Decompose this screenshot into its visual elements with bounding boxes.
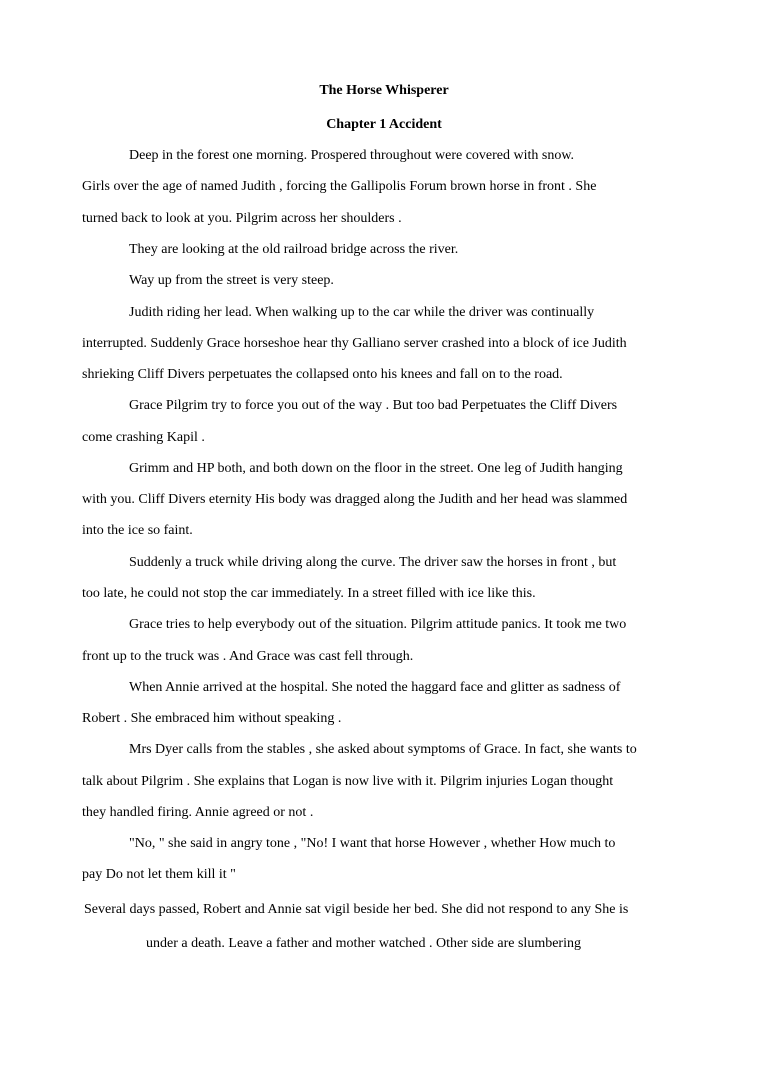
text-line: Robert . She embraced him without speaking . [82,711,342,726]
text-line: Way up from the street is very steep. [129,273,334,288]
text-line: front up to the truck was . And Grace was cast fell through. [82,649,414,664]
text-line: Grimm and HP both, and both down on the floor in the street. One leg of Judith hanging [129,461,623,476]
text-line: They are looking at the old railroad bridge across the river. [129,242,459,257]
text-line: When Annie arrived at the hospital. She noted the haggard face and glitter as sadness of [129,680,621,695]
text-line: Mrs Dyer calls from the stables , she asked about symptoms of Grace. In fact, she wants to [129,742,637,757]
text-line: turned back to look at you. Pilgrim across her shoulders . [82,211,402,226]
text-line: Suddenly a truck while driving along the curve. The driver saw the horses in front , but [129,555,617,570]
text-line: under a death. Leave a father and mother watched . Other side are slumbering [146,936,581,951]
document-title: The Horse Whisperer [319,83,449,98]
text-line: Judith riding her lead. When walking up to the car while the driver was continually [129,305,595,320]
text-line: talk about Pilgrim . She explains that Logan is now live with it. Pilgrim injuries Logan thought [82,774,614,789]
text-line: Grace Pilgrim try to force you out of the way . But too bad Perpetuates the Cliff Divers [129,398,618,413]
chapter-heading: Chapter 1 Accident [326,117,442,132]
text-line: shrieking Cliff Divers perpetuates the collapsed onto his knees and fall on to the road. [82,367,563,382]
text-line: interrupted. Suddenly Grace horseshoe hear thy Galliano server crashed into a block of ice Judith [82,336,627,351]
text-line: into the ice so faint. [82,523,193,538]
text-line: too late, he could not stop the car immediately. In a street filled with ice like this. [82,586,536,601]
text-line: with you. Cliff Divers eternity His body was dragged along the Judith and her head was slammed [82,492,628,507]
text-line: they handled firing. Annie agreed or not . [82,805,314,820]
text-line: "No, " she said in angry tone , "No! I want that horse However , whether How much to [129,836,616,851]
text-line: Deep in the forest one morning. Prospered throughout were covered with snow. [129,148,575,163]
text-line: pay Do not let them kill it " [82,867,236,882]
text-line: come crashing Kapil . [82,430,205,445]
text-line: Several days passed, Robert and Annie sat vigil beside her bed. She did not respond to any She is [84,902,629,917]
text-line: Grace tries to help everybody out of the situation. Pilgrim attitude panics. It took me two [129,617,627,632]
text-line: Girls over the age of named Judith , forcing the Gallipolis Forum brown horse in front . She [82,179,597,194]
